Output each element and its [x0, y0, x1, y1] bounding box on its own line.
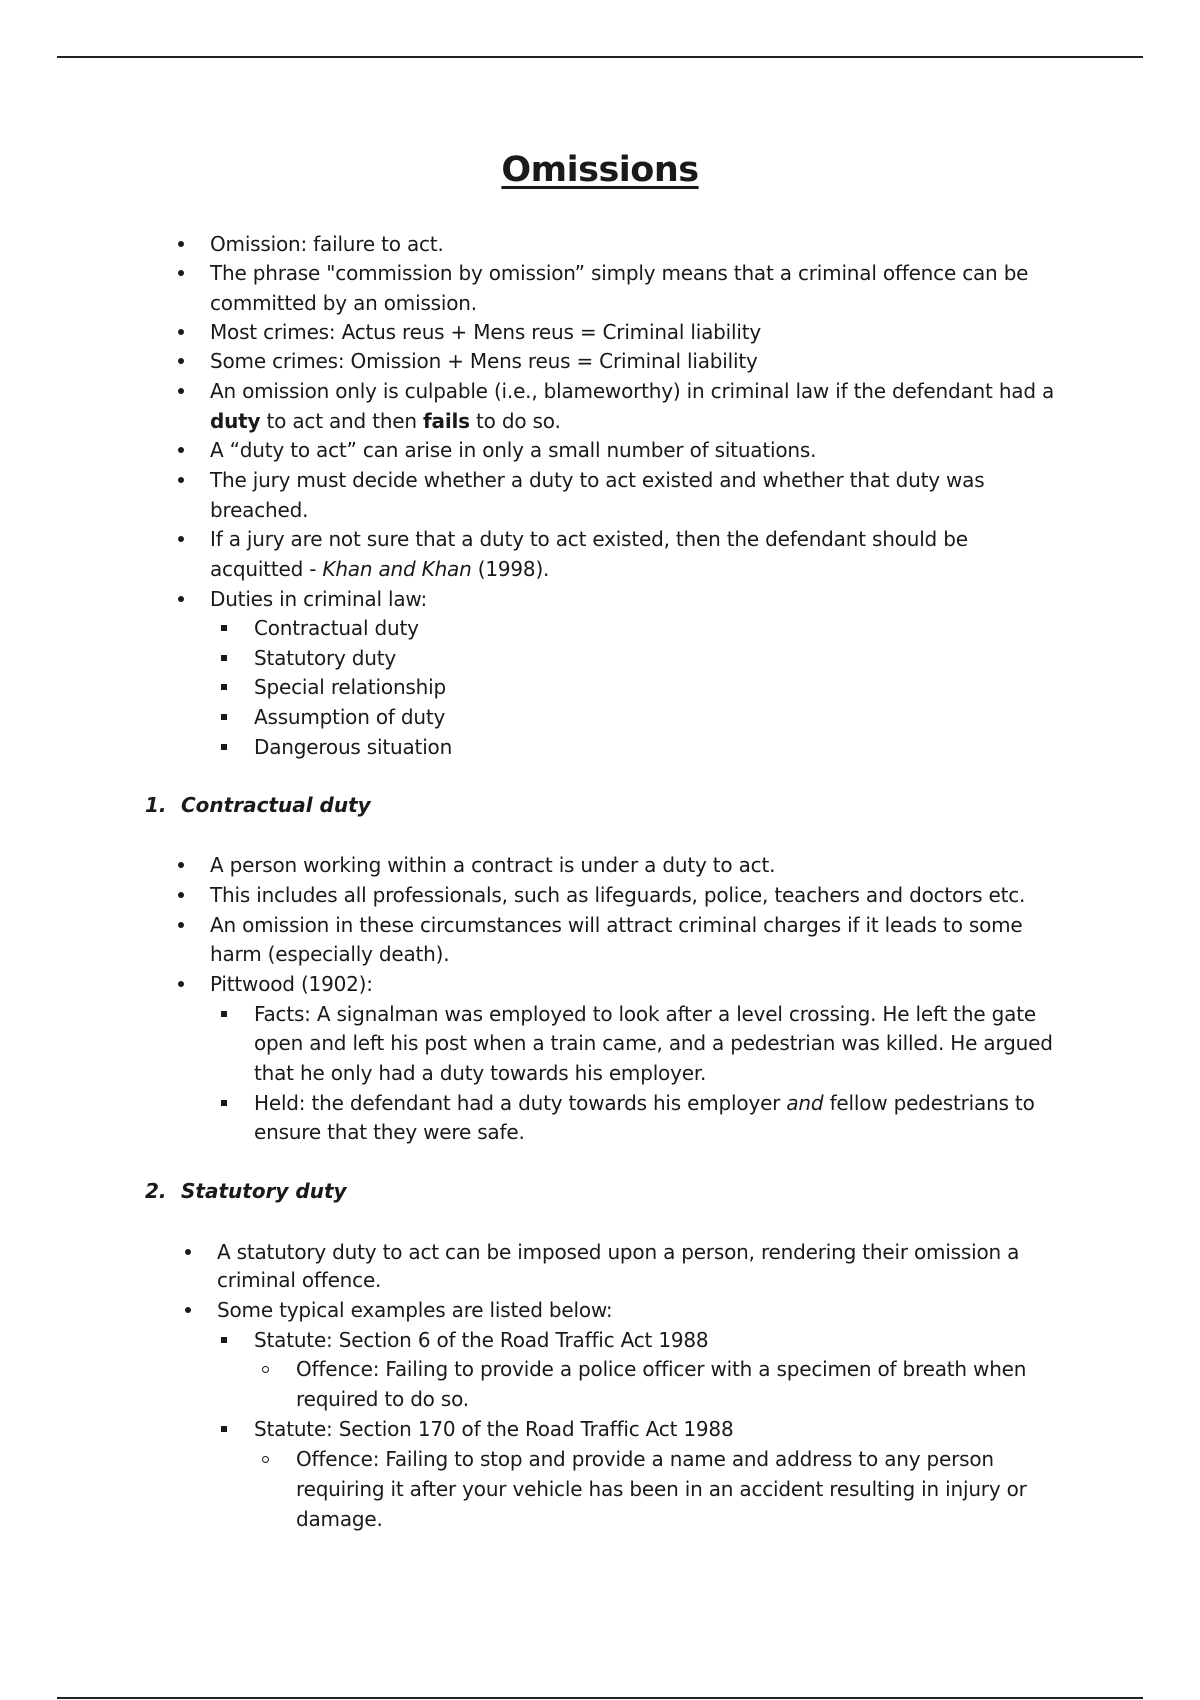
square-bullet: [221, 684, 227, 690]
intro-bullet: Some crimes: Omission + Mens reus = Criminal liability: [210, 349, 758, 373]
duty-item: Statutory duty: [254, 646, 397, 670]
offence-line: Offence: Failing to provide a police officer with a specimen of breath when: [296, 1357, 1027, 1381]
square-bullet: [221, 1100, 227, 1106]
held-line: ensure that they were safe.: [254, 1120, 525, 1144]
list-item: A statutory duty to act can be imposed upon a person, rendering their omission a: [217, 1240, 1020, 1264]
offence-line: requiring it after your vehicle has been in an accident resulting in injury or: [296, 1477, 1027, 1501]
text-run: to do so.: [469, 409, 561, 433]
intro-bullet: If a jury are not sure that a duty to act existed, then the defendant should be: [210, 527, 968, 551]
bold-fails: fails: [423, 409, 470, 433]
square-bullet: [221, 655, 227, 661]
emphasis-and: and: [786, 1091, 824, 1115]
duty-item: Dangerous situation: [254, 735, 453, 759]
list-item-cont: criminal offence.: [217, 1268, 382, 1292]
circle-bullet: [262, 1456, 269, 1463]
square-bullet: [221, 1011, 227, 1017]
intro-bullet: The phrase "commission by omission” simply means that a criminal offence can be: [210, 261, 1029, 285]
intro-bullet-cont: [210, 407, 561, 436]
bullet-dot: [185, 1307, 191, 1313]
intro-bullet-cont: breached.: [210, 498, 309, 522]
square-bullet: [221, 1337, 227, 1343]
intro-bullet: A “duty to act” can arise in only a small number of situations.: [210, 438, 817, 462]
intro-bullet: Duties in criminal law:: [210, 587, 428, 611]
circle-bullet: [262, 1366, 269, 1373]
section-heading-statutory: [145, 1177, 347, 1206]
bullet-dot: [178, 596, 184, 602]
intro-bullet: An omission only is culpable (i.e., blameworthy) in criminal law if the defendant had a: [210, 379, 1055, 403]
section-title: Statutory duty: [181, 1179, 347, 1203]
facts-line: that he only had a duty towards his employer.: [254, 1061, 707, 1085]
bullet-dot: [185, 1249, 191, 1255]
square-bullet: [221, 625, 227, 631]
facts-line: open and left his post when a train came, and a pedestrian was killed. He argued: [254, 1031, 1053, 1055]
duty-item: Special relationship: [254, 675, 446, 699]
list-item-cont: harm (especially death).: [210, 942, 450, 966]
text-run: Held: the defendant had a duty towards his employer: [254, 1091, 787, 1115]
section-heading-contractual: [145, 791, 371, 820]
case-name: Khan and Khan: [322, 557, 472, 581]
intro-bullet: The jury must decide whether a duty to act existed and whether that duty was: [210, 468, 985, 492]
intro-bullet-cont: [210, 555, 549, 584]
list-item: A person working within a contract is under a duty to act.: [210, 853, 776, 877]
list-item: Some typical examples are listed below:: [217, 1298, 613, 1322]
bullet-dot: [178, 329, 184, 335]
text-run: (1998).: [471, 557, 550, 581]
bullet-dot: [178, 241, 184, 247]
section-number: 2.: [145, 1179, 167, 1203]
page-title: Omissions: [501, 150, 699, 190]
bullet-dot: [178, 447, 184, 453]
offence-line: damage.: [296, 1507, 383, 1531]
header-rule: [57, 56, 1143, 58]
intro-bullet: Omission: failure to act.: [210, 232, 444, 256]
list-item: This includes all professionals, such as lifeguards, police, teachers and doctors etc.: [210, 883, 1026, 907]
bullet-dot: [178, 892, 184, 898]
statute-item: Statute: Section 6 of the Road Traffic Act 1988: [254, 1328, 709, 1352]
list-item: Pittwood (1902):: [210, 972, 373, 996]
held-line: [254, 1089, 1035, 1118]
bullet-dot: [178, 358, 184, 364]
bullet-dot: [178, 270, 184, 276]
square-bullet: [221, 744, 227, 750]
duty-item: Contractual duty: [254, 616, 419, 640]
section-number: 1.: [145, 793, 167, 817]
text-run: to act and then: [260, 409, 424, 433]
facts-line: Facts: A signalman was employed to look after a level crossing. He left the gate: [254, 1002, 1036, 1026]
section-title: Contractual duty: [181, 793, 371, 817]
square-bullet: [221, 1426, 227, 1432]
bullet-dot: [178, 388, 184, 394]
list-item: An omission in these circumstances will attract criminal charges if it leads to some: [210, 913, 1023, 937]
bold-duty: duty: [210, 409, 261, 433]
text-run: fellow pedestrians to: [823, 1091, 1035, 1115]
offence-line: required to do so.: [296, 1387, 469, 1411]
bullet-dot: [178, 477, 184, 483]
square-bullet: [221, 714, 227, 720]
bullet-dot: [178, 862, 184, 868]
statute-item: Statute: Section 170 of the Road Traffic Act 1988: [254, 1417, 734, 1441]
intro-bullet: Most crimes: Actus reus + Mens reus = Criminal liability: [210, 320, 761, 344]
footer-rule: [57, 1697, 1143, 1699]
offence-line: Offence: Failing to stop and provide a name and address to any person: [296, 1447, 994, 1471]
bullet-dot: [178, 981, 184, 987]
text-run: acquitted -: [210, 557, 323, 581]
bullet-dot: [178, 922, 184, 928]
bullet-dot: [178, 536, 184, 542]
duty-item: Assumption of duty: [254, 705, 446, 729]
intro-bullet-cont: committed by an omission.: [210, 291, 477, 315]
